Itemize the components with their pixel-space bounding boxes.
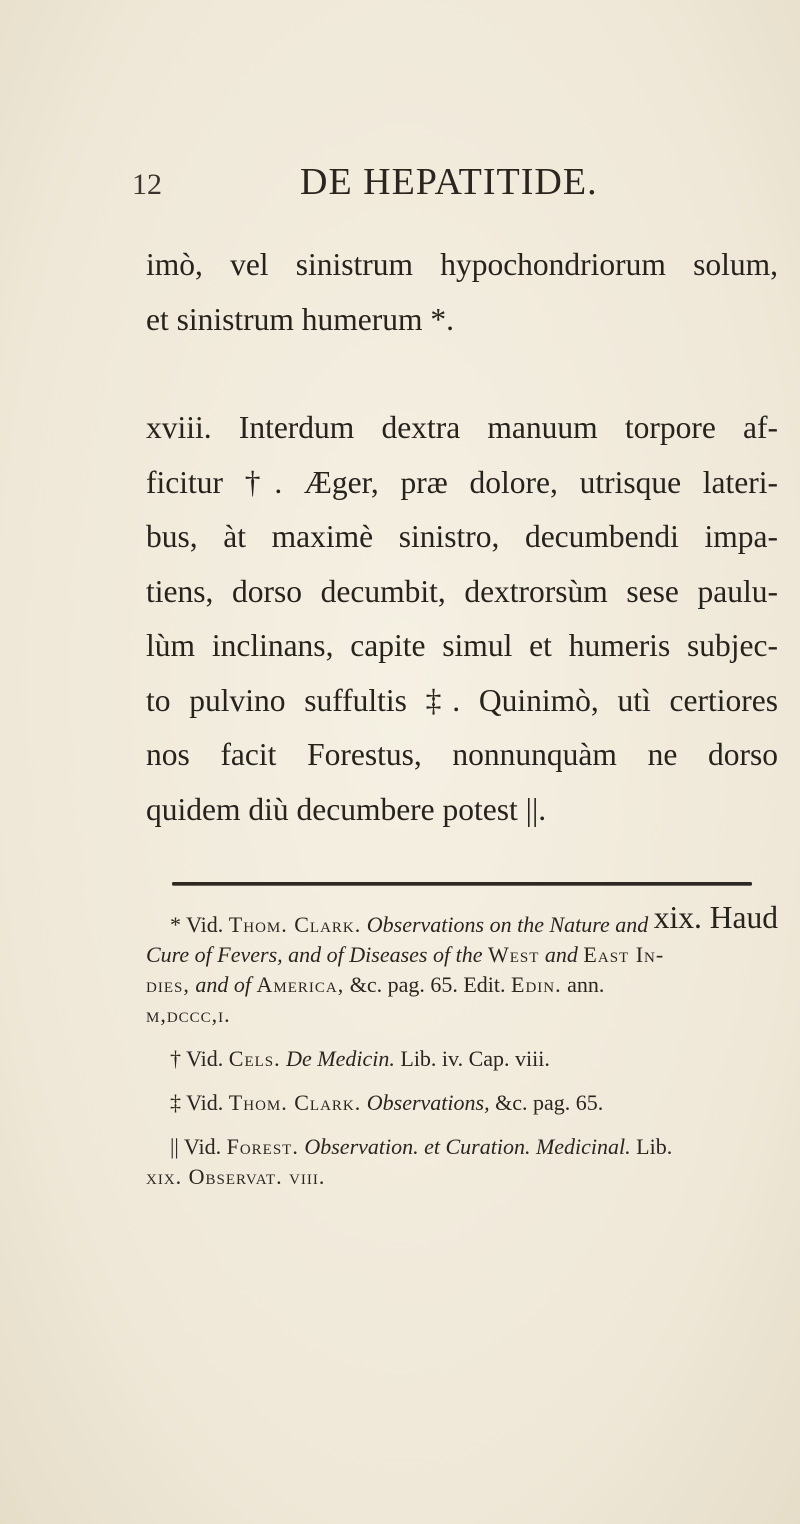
- footnote: † Vid. Cels. De Medicin. Lib. iv. Cap. viii.: [170, 1046, 550, 1071]
- footnote-mark: ‡: [170, 1090, 181, 1115]
- text-line: xviii. Interdum dextra manuum torpore af-: [146, 410, 778, 445]
- footnote-mark: †: [170, 1046, 181, 1071]
- text-line: nos facit Forestus, nonnunquàm ne dorso: [146, 737, 778, 772]
- running-title: DE HEPATITIDE.: [300, 161, 598, 203]
- footnote-mark: ||: [170, 1134, 179, 1159]
- catchword-line: xix. Haud: [653, 900, 778, 935]
- page-header: [120, 160, 760, 210]
- footnote: ‡ Vid. Thom. Clark. Observations, &c. pag. 65.: [170, 1090, 604, 1115]
- footnote: || Vid. Forest. Observation. et Curation. Medicinal. Lib. xix. Observat. viii.: [146, 1134, 673, 1189]
- text-line: ficitur †. Æger, præ dolore, utrisque lateri-: [146, 464, 778, 500]
- text-line: quidem diù decumbere potest ||.: [146, 791, 547, 827]
- footnotes: [146, 910, 766, 1206]
- text-line: lùm inclinans, capite simul et humeris subjec-: [146, 628, 778, 663]
- main-text: [146, 238, 778, 946]
- text-line: to pulvino suffultis ‡. Quinimò, utì certiores: [146, 682, 778, 718]
- text-line: imò, vel sinistrum hypochondriorum solum,: [146, 247, 778, 282]
- text-line: bus, àt maximè sinistro, decumbendi impa-: [146, 519, 778, 554]
- text-line: et sinistrum humerum *.: [146, 301, 454, 337]
- footnote: * Vid. Thom. Clark. Observations on the Nature and Cure of Fevers, and of Diseases of the West and East In- dies, and of America, &c. pag. 65. Edit. Edin. ann. m,dccc,i.: [146, 912, 665, 1027]
- footnote-mark: *: [170, 912, 181, 937]
- page-number: 12: [132, 168, 162, 201]
- footnote-rule: [172, 882, 752, 885]
- text-line: tiens, dorso decumbit, dextrorsùm sese paulu-: [146, 573, 778, 609]
